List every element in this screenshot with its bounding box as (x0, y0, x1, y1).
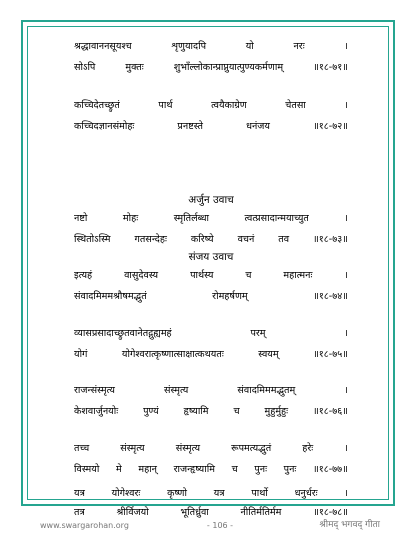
verse-word: त्वत्प्रसादान्मयाच्युत (244, 213, 309, 224)
verse-word: नीतिर्मतिर्मम (240, 507, 282, 518)
verse-word: संस्मृत्य (120, 443, 145, 454)
verse-word: पार्थस्य (190, 270, 214, 281)
verse-word: च (233, 406, 240, 417)
verse-word: । (344, 213, 348, 224)
verse-word: ॥१८-७३॥ (313, 234, 348, 245)
verse-line (74, 120, 348, 134)
verse-line (74, 99, 348, 113)
verse-word: मुहुर्मुहुः (264, 406, 289, 417)
verse-word: तत्र (74, 507, 85, 518)
verse-word: करिष्ये (190, 234, 214, 245)
verse-word: ॥१८-७२॥ (313, 121, 348, 132)
verse-word: महान् (138, 464, 157, 475)
verse-word: ॥१८-७७॥ (313, 464, 348, 475)
verse-word: इत्यहं (74, 270, 93, 281)
verse-word: । (344, 41, 348, 52)
verse-word: शृणुयादपि (171, 41, 207, 52)
verse-word: संस्मृत्य (164, 385, 189, 396)
verse-word: योगेश्वरः (111, 488, 141, 499)
verse-word: पुनः (254, 464, 268, 475)
verse-word: पुण्यं (143, 406, 159, 417)
verse-word: स्थितोऽस्मि (74, 234, 111, 245)
verse-word: । (344, 385, 348, 396)
verse-word: संस्मृत्य (175, 443, 201, 454)
verse-word: स्मृतिर्लब्धा (173, 213, 210, 224)
verse-word: वचनं (237, 234, 255, 245)
verse-word: राजन्हृष्यामि (173, 464, 215, 475)
verse-word: नरः (293, 41, 305, 52)
verse-line (74, 348, 348, 362)
verse-word: त्वयैकाग्रेण (211, 100, 247, 111)
verse-word: पार्थ (158, 100, 173, 111)
verse-word: पार्थो (251, 488, 268, 499)
verse-word: । (344, 270, 348, 281)
verse-word: ॥१८-७१॥ (313, 62, 348, 73)
verse-word: संवादमिममश्रौषमद्भुतं (74, 291, 147, 302)
verse-word: मे (115, 464, 122, 475)
verse-line (74, 463, 348, 477)
speaker-heading-arjuna: अर्जुन उवाच (188, 194, 234, 206)
footer-book-title: श्रीमद् भगवद् गीता (319, 520, 380, 530)
verse-word: श्रद्धावाननसूयश्च (74, 41, 132, 52)
verse-word: गतसन्देहः (134, 234, 167, 245)
verse-word: यत्र (213, 488, 225, 499)
verse-line (74, 233, 348, 247)
verse-word: योगं (74, 349, 88, 360)
verse-word: ॥१८-७८॥ (313, 507, 348, 518)
verse-word: वासुदेवस्य (124, 270, 159, 281)
verse-word: विस्मयो (74, 464, 100, 475)
verse-word: रोमहर्षणम् (212, 291, 248, 302)
verse-word: चेतसा (285, 100, 306, 111)
verse-line (74, 405, 348, 419)
verse-line (74, 442, 348, 456)
verse-line (74, 384, 348, 398)
verse-word: । (344, 443, 348, 454)
verse-line (74, 506, 348, 520)
footer-website: www.swargarohan.org (40, 521, 129, 530)
verse-word: केशवार्जुनयोः (74, 406, 119, 417)
verse-word: परम् (250, 328, 266, 339)
verse-word: कृष्णो (167, 488, 187, 499)
verse-word: । (344, 488, 348, 499)
verse-word: तव (278, 234, 290, 245)
verse-word: पुनः (283, 464, 297, 475)
verse-line (74, 327, 348, 341)
verse-word: राजन्संस्मृत्य (74, 385, 115, 396)
verse-word: सोऽपि (74, 62, 96, 73)
verse-word: कच्चिदेतच्छ्रुतं (74, 100, 120, 111)
verse-word: प्रनष्टस्ते (177, 121, 204, 132)
verse-word: मुक्तः (125, 62, 144, 73)
verse-word: श्रीर्विजयो (116, 507, 149, 518)
verse-word: व्यासप्रसादाच्छ्रुतवानेतद्गुह्यमहं (74, 328, 172, 339)
verse-word: धनंजय (246, 121, 270, 132)
verse-word: च (231, 464, 238, 475)
verse-word: संवादमिममद्भुतम् (237, 385, 296, 396)
verse-word: स्वयम् (258, 349, 279, 360)
verse-word: नष्टो (74, 213, 88, 224)
verse-word: कच्चिदज्ञानसंमोहः (74, 121, 135, 132)
verse-word: ॥१८-७६॥ (313, 406, 348, 417)
verse-word: ॥१८-७४॥ (313, 291, 348, 302)
verse-line (74, 61, 348, 75)
verse-word: भूतिर्ध्रुवा (180, 507, 209, 518)
verse-word: यत्र (74, 488, 85, 499)
verse-line (74, 269, 348, 283)
footer-page-number: - 106 - (206, 521, 234, 530)
verse-word: ॥१८-७५॥ (313, 349, 348, 360)
verse-word: । (344, 100, 348, 111)
verse-line (74, 487, 348, 501)
verse-word: हरेः (302, 443, 314, 454)
verse-line (74, 40, 348, 54)
verse-word: यो (245, 41, 254, 52)
verse-word: च (245, 270, 252, 281)
verse-word: शुभाँल्लोकान्प्राप्नुयात्पुण्यकर्मणाम् (173, 62, 284, 73)
verse-word: । (344, 328, 348, 339)
verse-word: मोहः (122, 213, 139, 224)
verse-word: योगेश्वरात्कृष्णात्साक्षात्कथयतः (121, 349, 224, 360)
verse-word: रूपमत्यद्भुतं (231, 443, 272, 454)
speaker-heading-sanjaya: संजय उवाच (188, 251, 234, 263)
verse-word: तच्च (74, 443, 90, 454)
verse-line (74, 212, 348, 226)
verse-line (74, 290, 348, 304)
verse-word: धनुर्धरः (294, 488, 318, 499)
verse-word: हृष्यामि (183, 406, 209, 417)
verse-word: महात्मनः (283, 270, 313, 281)
